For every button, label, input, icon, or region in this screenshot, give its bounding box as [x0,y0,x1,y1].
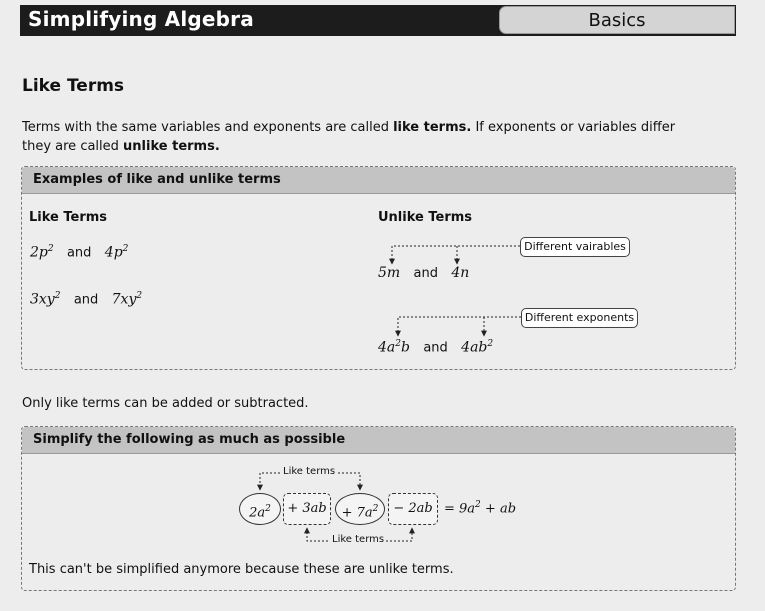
like-terms-top-label: Like terms [283,466,336,477]
unlike-2-b-exp: 2 [487,339,494,349]
and-word: and [423,340,448,356]
t1-base: 2a [249,505,266,521]
unlike-2-b-pre: 4ab [461,339,488,356]
like-terms-label: Like Terms [29,210,108,225]
unlike-1-a: 5m [378,265,401,281]
intro-text-2: If exponents or variables differ they are called [22,120,676,154]
result-exp: 2 [475,500,481,510]
like-1-a: 2p [30,244,48,261]
result-pre: = 9a [444,501,476,517]
like-1-b: 4p [104,244,123,261]
and-word: and [66,245,92,261]
result-post: + ab [480,501,517,517]
unlike-1-b: 4n [451,265,470,281]
connector-like-top [260,473,280,490]
page-title: Simplifying Algebra [28,7,254,31]
connector-like-top-b [338,473,360,490]
intro-bold-2: unlike terms. [123,139,220,154]
t4: − 2ab [393,501,433,516]
and-word: and [413,266,439,281]
intro-text-1: Terms with the same variables and exponents are called [22,120,394,135]
like-2-b: 7xy [111,291,137,308]
intro-bold-1: like terms. [393,120,472,135]
section-tab-label: Basics [588,10,646,31]
examples-heading: Examples of like and unlike terms [33,172,281,187]
t1-exp: 2 [265,504,271,514]
unlike-terms-label: Unlike Terms [378,210,473,225]
t3-base: + 7a [341,505,373,521]
callout-different-variables: Different vairables [520,237,630,257]
section-heading: Like Terms [22,76,125,96]
t2: + 3ab [287,501,327,516]
like-2-a: 3xy [30,291,55,308]
callout-different-exponents: Different exponents [521,308,638,328]
like-1-b-exp: 2 [122,244,129,254]
like-terms-bottom-label: Like terms [332,534,385,545]
connector-variables [392,246,520,264]
and-word: and [73,292,99,308]
unlike-2-a-post: b [401,339,410,356]
connector-like-bottom-b [386,528,412,541]
t3-exp: 2 [372,504,379,514]
like-2-b-exp: 2 [136,291,143,301]
conclusion-text: This can't be simplified anymore because these are unlike terms. [29,562,454,577]
exercise-heading: Simplify the following as much as possible [33,432,346,447]
unlike-2-a-pre: 4a [378,339,396,356]
rule-text: Only like terms can be added or subtracted. [22,396,309,411]
unlike-2-a-exp: 2 [395,339,401,349]
like-1-a-exp: 2 [47,244,54,254]
connector-exponents [398,317,521,336]
like-2-a-exp: 2 [54,291,61,301]
